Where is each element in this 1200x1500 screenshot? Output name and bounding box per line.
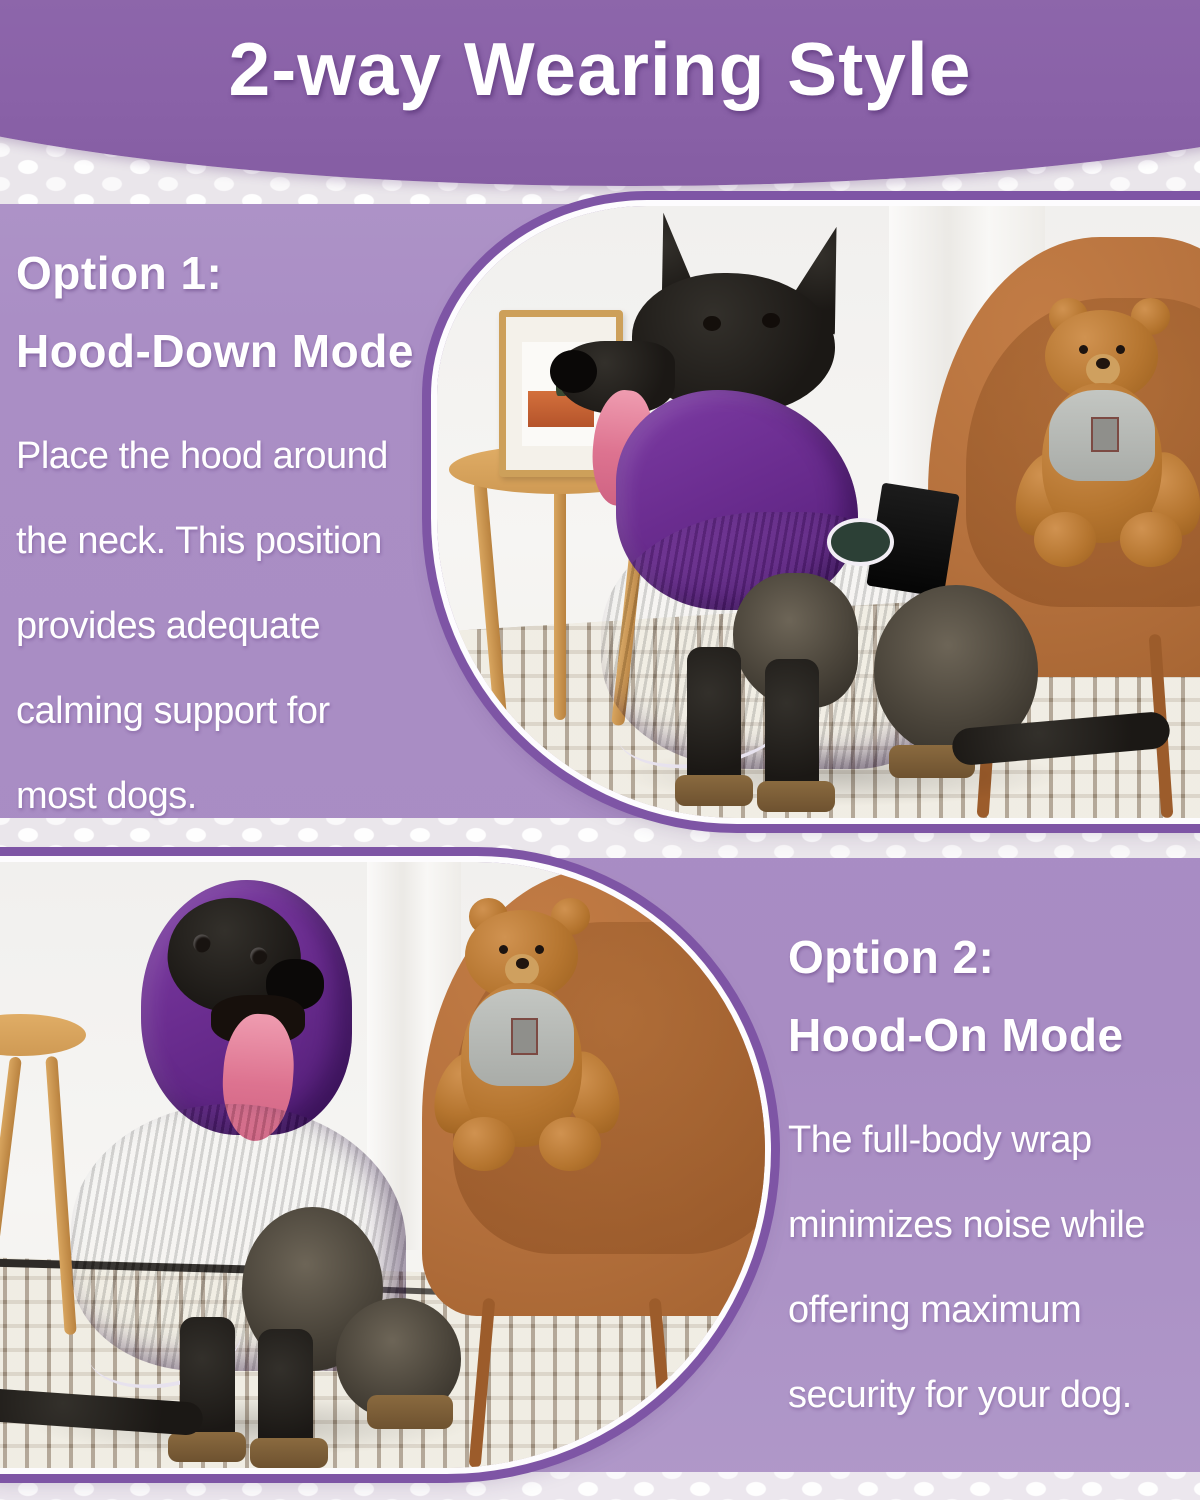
dog-paw [168,1432,246,1462]
dog-paw [250,1438,328,1468]
teddy-shirt [469,989,574,1086]
option2-heading-line2: Hood-On Mode [788,1009,1124,1061]
dog-nose [550,350,597,393]
option1-text-block [16,234,430,839]
option1-heading-line2: Hood-Down Mode [16,325,414,377]
teddy-foot [539,1117,601,1172]
teddy-shirt-patch [511,1018,538,1055]
option2-text-block [788,918,1192,1438]
teddy-nose [516,958,530,969]
option1-body-line: Place the hood around [16,435,388,477]
dog-hind-paw [367,1395,453,1428]
teddy-foot [453,1117,515,1172]
teddy-shirt-patch [1091,417,1118,452]
teddy-foot [1120,512,1182,567]
option1-heading-line1: Option 1: [16,247,223,299]
room-wall [437,206,1200,818]
table-leg [554,488,566,721]
stool-top [0,1014,86,1056]
teddy-eye [1079,345,1088,354]
teddy-eye [499,945,508,954]
teddy-foot [1034,512,1096,567]
option2-body-line: minimizes noise while [788,1204,1145,1246]
spacer [788,1074,1192,1098]
dog-paw [757,781,835,812]
photo-panel-hood-on [0,862,765,1468]
photo-panel-hood-down [437,206,1200,818]
room-wall [0,862,765,1468]
option2-body-line: offering maximum [788,1289,1082,1331]
dog-eye [762,313,780,328]
option2-body-line: The full-body wrap [788,1119,1092,1161]
teddy-eye [535,945,544,954]
teddy-eye [1116,345,1125,354]
page-title: 2-way Wearing Style [228,27,972,111]
teddy-shirt [1049,390,1154,482]
spacer [16,390,430,414]
option1-body-line: calming support for [16,690,330,732]
dotted-band-footer [0,1472,1200,1500]
option2-body-line: security for your dog. [788,1374,1132,1416]
option1-body-line: provides adequate [16,605,321,647]
teddy-nose [1096,358,1110,369]
option2-heading-line1: Option 2: [788,931,995,983]
option1-body-line: most dogs. [16,775,197,817]
dog-eye [703,316,721,331]
option1-body-line: the neck. This position [16,520,382,562]
brand-badge [827,518,894,566]
dog-eye [250,947,269,966]
dog-paw [675,775,753,806]
dog-eye [192,934,211,953]
